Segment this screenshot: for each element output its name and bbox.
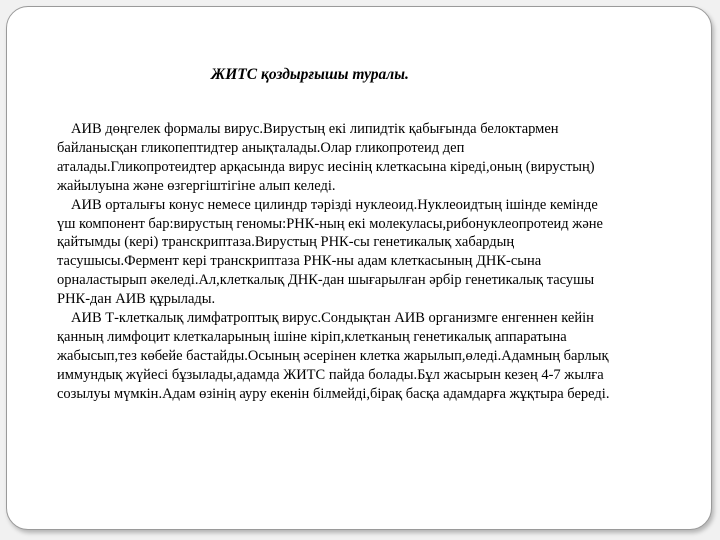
slide-frame: [6, 6, 712, 530]
paragraph-nucleoid: АИВ орталығы конус немесе цилиндр тәрізді нуклеоид.Нуклеоидтың ішінде кемінде үш компонент бар:вирустың геномы:РНК-ның екі молекуласы,рибонуклеопротеид және қайтымды (кері) транскриптаза.Вирустың РНК-сы генетикалық хабардың тасушысы.Фермент кері транскриптаза РНК-ны адам клеткасының ДНК-сына орналастырып әкеледі.Ал,клеткалық ДНК-дан шығарылған әрбір генетикалық тасушы РНК-дан АИВ құрылады.: [57, 196, 603, 308]
paragraph-virus-structure: АИВ дөңгелек формалы вирус.Вирустың екі липидтік қабығында белоктармен байланысқан гликопептидтер анықталады.Олар гликопротеид деп аталады.Гликопротеидтер арқасында вирус иесінің клеткасына кіреді,оның (вирустың) жайылуына және өзгергіштігіне алып келеді.: [57, 121, 595, 194]
slide-body: [57, 120, 689, 404]
slide-title: ЖИТС қоздырғышы туралы.: [211, 66, 409, 83]
paragraph-t-cell: АИВ Т-клеткалық лимфатроптық вирус.Сондықтан АИВ организмге енгеннен кейін қанның лимфоцит клеткаларының ішіне кіріп,клетканың генетикалық аппаратына жабысып,тез көбейе бастайды.Осының әсерінен клетка жарылып,өледі.Адамның барлық иммундық жүйесі бұзылады,адамда ЖИТС пайда болады.Бұл жасырын кезең 4-7 жылға созылуы мүмкін.Адам өзінің ауру екенін білмейді,бірақ басқа адамдарға жұқтыра береді.: [57, 310, 610, 402]
